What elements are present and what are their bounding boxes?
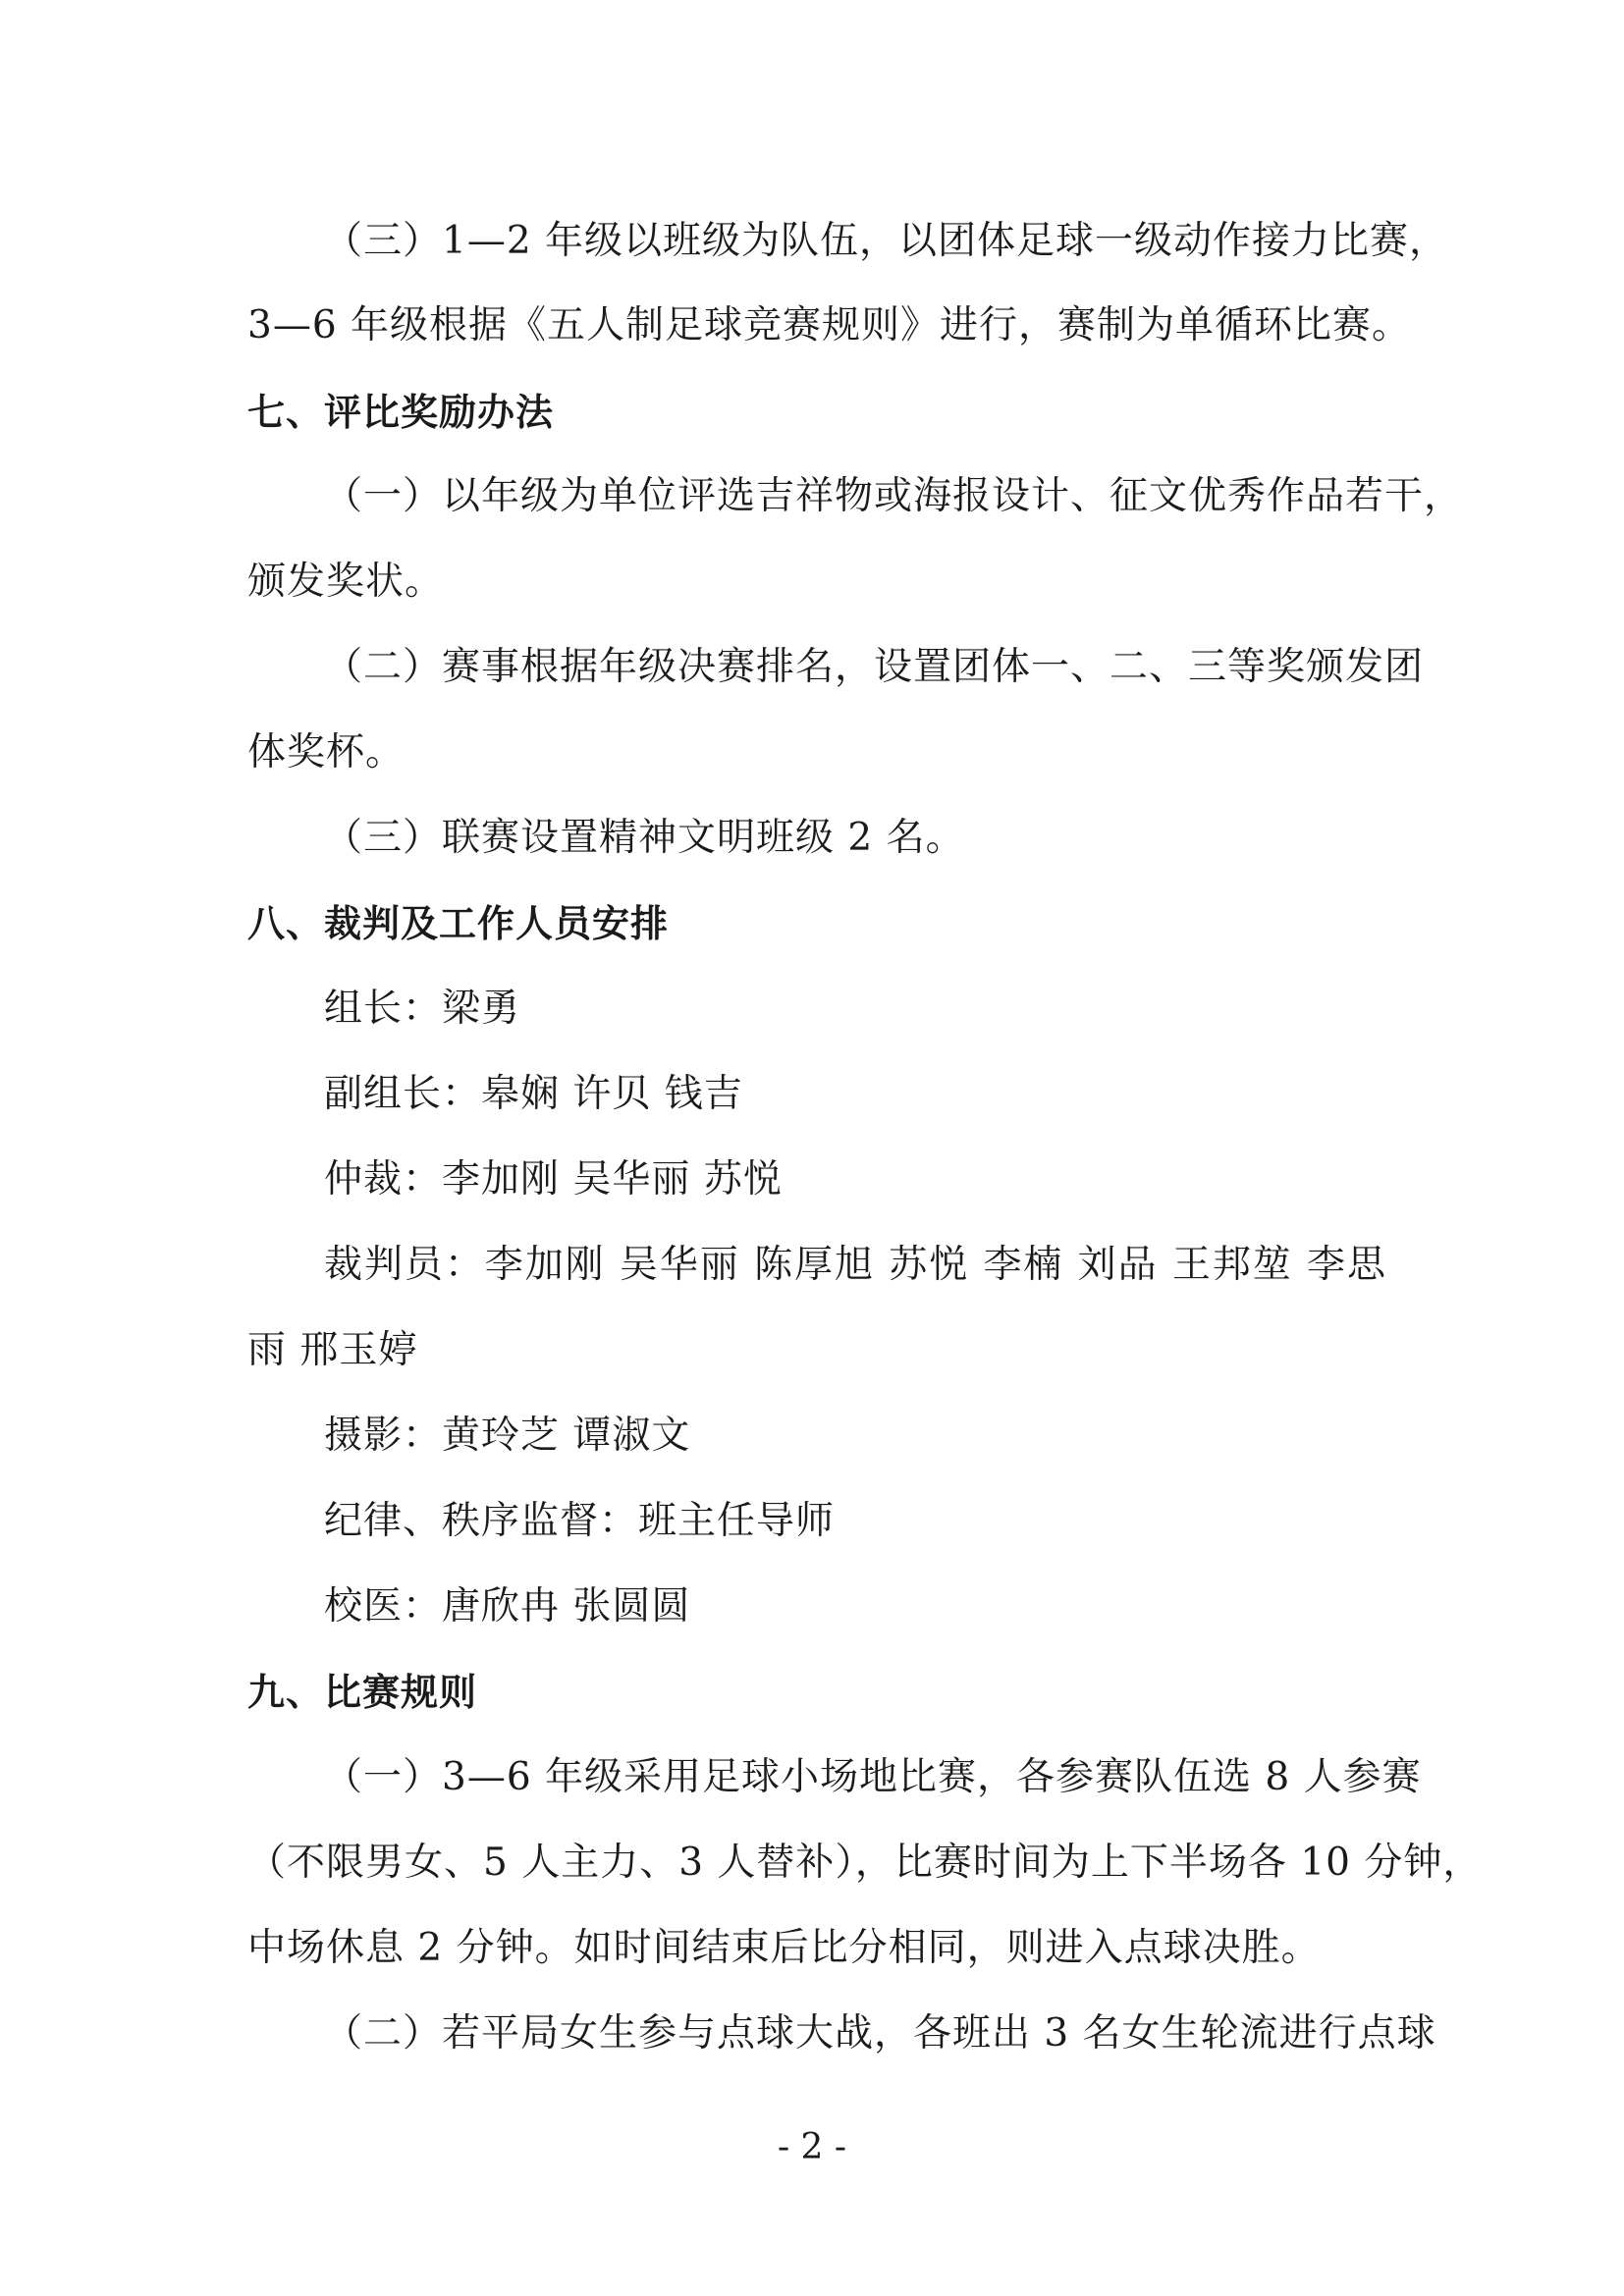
staff-referees-line2: 雨 邢玉婷 [247,1328,418,1372]
section-9-item-1-line3: 中场休息 2 分钟。如时间结束后比分相同，则进入点球决胜。 [247,1926,1321,1970]
staff-referees-line1: 裁判员：李加刚 吴华丽 陈厚旭 苏悦 李楠 刘品 王邦堃 李思 [324,1243,1386,1287]
staff-photography: 摄影：黄玲芝 谭淑文 [324,1414,691,1458]
section-7-title: 七、评比奖励办法 [247,391,555,434]
staff-arbitration: 仲裁：李加刚 吴华丽 苏悦 [324,1157,783,1201]
section-7-item-2-line2: 体奖杯。 [247,730,406,774]
section-8-title: 八、裁判及工作人员安排 [247,902,670,945]
paragraph-rule-3-line2: 3—6 年级根据《五人制足球竞赛规则》进行，赛制为单循环比赛。 [247,303,1412,347]
section-9-item-2-line1: （二）若平局女生参与点球大战，各班出 3 名女生轮流进行点球 [324,2011,1436,2056]
page-number: - 2 - [777,2127,847,2167]
staff-doctor: 校医：唐欣冉 张圆圆 [324,1584,691,1629]
staff-discipline: 纪律、秩序监督：班主任导师 [324,1499,836,1543]
section-7-item-1-line1: （一）以年级为单位评选吉祥物或海报设计、征文优秀作品若干， [324,474,1464,518]
section-9-title: 九、比赛规则 [247,1671,478,1714]
section-9-item-1-line1: （一）3—6 年级采用足球小场地比赛，各参赛队伍选 8 人参赛 [324,1755,1422,1799]
section-7-item-1-line2: 颁发奖状。 [247,560,445,604]
section-7-item-3: （三）联赛设置精神文明班级 2 名。 [324,816,965,860]
staff-leader: 组长：梁勇 [324,987,521,1031]
paragraph-rule-3-line1: （三）1—2 年级以班级为队伍，以团体足球一级动作接力比赛， [324,219,1449,263]
staff-deputy: 副组长：皋娴 许贝 钱吉 [324,1072,743,1116]
section-7-item-2-line1: （二）赛事根据年级决赛排名，设置团体一、二、三等奖颁发团 [324,645,1425,689]
section-9-item-1-line2: （不限男女、5 人主力、3 人替补），比赛时间为上下半场各 10 分钟， [247,1841,1483,1885]
